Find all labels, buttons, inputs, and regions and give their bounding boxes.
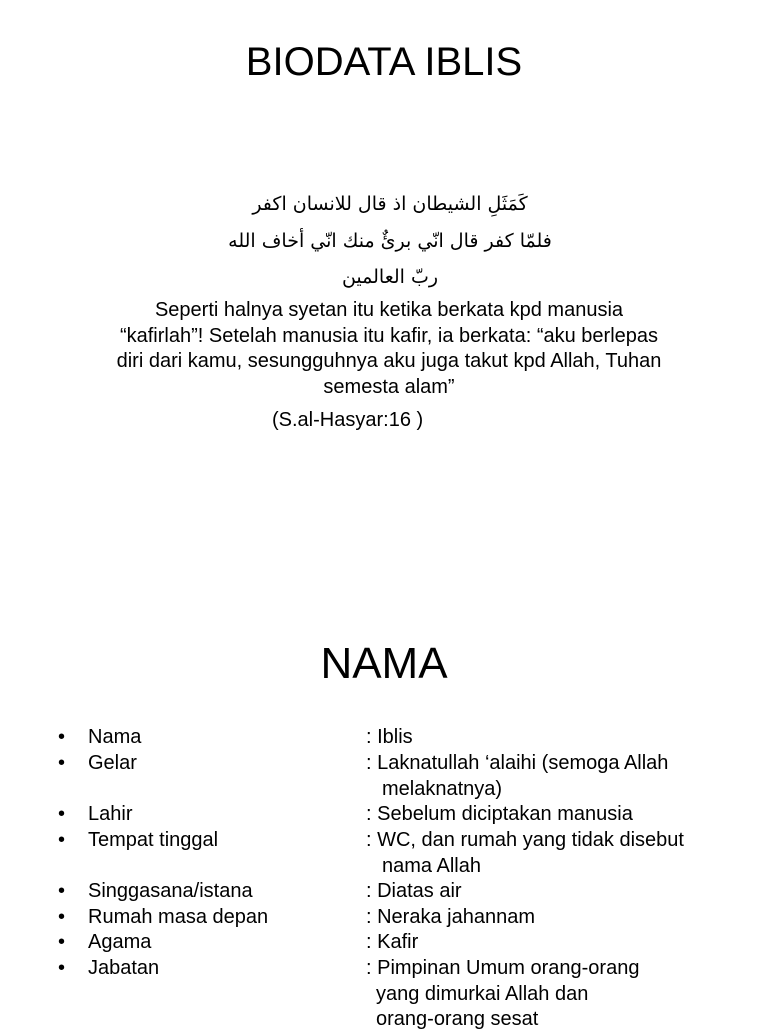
verse-reference: (S.al-Hasyar:16 ) (272, 409, 424, 431)
item-value (366, 930, 736, 956)
item-value (366, 751, 736, 802)
item-label: Jabatan (88, 957, 160, 979)
item-value (366, 828, 736, 879)
bullet-icon: • (58, 803, 66, 825)
item-value (366, 956, 736, 1033)
item-value (366, 879, 736, 905)
verse-translation: Seperti halnya syetan itu ketika berkata kpd manusia “kafirlah”! Setelah manusia itu kafir, ia berkata: “aku berlepas diri dari kamu, sesungguhnya aku juga takut kpd Allah, Tuhan semesta alam” (116, 299, 662, 398)
item-value-line: : Kafir (366, 931, 419, 953)
item-label: Lahir (88, 803, 133, 825)
arabic-verse-line-1: كَمَثَلِ الشيطان اذ قال للانسان اكفر (252, 193, 528, 215)
bullet-icon: • (58, 880, 66, 902)
bullet-icon: • (58, 752, 66, 774)
bullet-icon: • (58, 726, 66, 748)
item-value-line: : Sebelum diciptakan manusia (366, 803, 633, 825)
item-value-line: : Neraka jahannam (366, 906, 535, 928)
bullet-icon: • (58, 931, 66, 953)
bullet-icon: • (58, 957, 66, 979)
arabic-verse-line-2: فلمّا كفر قال انّي برئٌ منك انّي أخاف الله (228, 230, 552, 252)
item-value-line: : Diatas air (366, 880, 462, 902)
item-value-continuation: melaknatnya) (382, 777, 503, 800)
item-label: Nama (88, 726, 142, 748)
arabic-verse-line-3: ربّ العالمين (341, 266, 439, 288)
item-value-line: : Pimpinan Umum orang-orang (366, 957, 640, 979)
bullet-icon: • (58, 829, 66, 851)
item-value (366, 802, 736, 828)
item-value-line: : Iblis (366, 726, 413, 748)
item-label: Tempat tinggal (88, 829, 219, 851)
item-value (366, 725, 736, 751)
item-label: Agama (88, 931, 152, 953)
item-value-line: : Laknatullah ‘alaihi (semoga Allah (366, 752, 669, 774)
section-title: NAMA (320, 639, 448, 688)
bullet-icon: • (58, 906, 66, 928)
item-value-continuation: orang-orang sesat (376, 1008, 539, 1030)
item-value-continuation: yang dimurkai Allah dan (376, 982, 589, 1005)
item-value (366, 905, 736, 931)
item-value-continuation: nama Allah (382, 854, 481, 877)
page-title: BIODATA IBLIS (245, 40, 523, 84)
item-label: Gelar (88, 752, 137, 774)
item-label: Rumah masa depan (88, 906, 269, 928)
item-value-line: : WC, dan rumah yang tidak disebut (366, 829, 684, 851)
item-label: Singgasana/istana (88, 880, 253, 902)
